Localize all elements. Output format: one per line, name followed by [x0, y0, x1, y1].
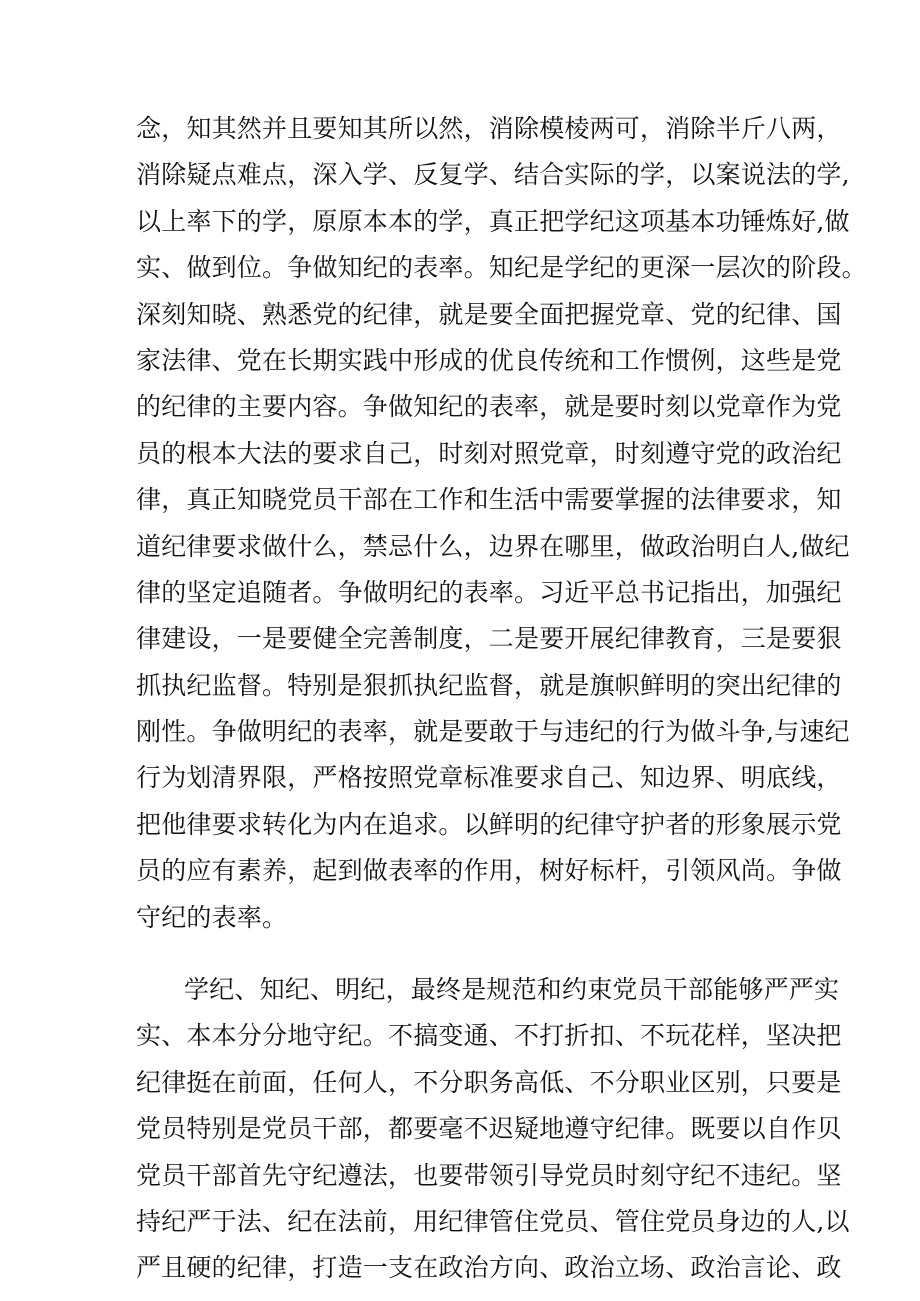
- text-line: 家法律、党在长期实践中形成的优良传统和工作惯例，这些是党: [136, 345, 842, 375]
- text-line: 持纪严于法、纪在法前，用纪律管住党员、管住党员身边的人,以: [136, 1206, 850, 1236]
- text-line: 律建设，一是要健全完善制度，二是要开展纪律教育，三是要狠: [136, 624, 842, 654]
- text-line: 严且硬的纪律，打造一支在政治方向、政治立场、政治言论、政: [136, 1253, 842, 1283]
- text-line: 刚性。争做明纪的表率，就是要敢于与违纪的行为做斗争,与速纪: [136, 717, 850, 747]
- text-line: 律，真正知晓党员干部在工作和生活中需要掌握的法律要求，知: [136, 485, 842, 515]
- text-line: 守纪的表率。: [136, 902, 288, 932]
- text-line: 行为划清界限，严格按照党章标准要求自己、知边界、明底线，: [136, 763, 842, 793]
- text-line: 纪律挺在前面，任何人，不分职务高低、不分职业区别，只要是: [136, 1067, 842, 1097]
- text-line: 把他律要求转化为内在追求。以鲜明的纪律守护者的形象展示党: [136, 809, 842, 839]
- text-line: 道纪律要求做什么，禁忌什么，边界在哪里，做政治明白人,做纪: [136, 531, 850, 561]
- paragraph-1: [136, 106, 867, 941]
- text-line: 党员特别是党员干部，都要毫不迟疑地遵守纪律。既要以自作贝: [136, 1114, 842, 1144]
- text-line: 抓执纪监督。特别是狠抓执纪监督，就是旗帜鲜明的突出纪律的: [136, 670, 842, 700]
- text-line: 以上率下的学，原原本本的学，真正把学纪这项基本功锤炼好,做: [136, 206, 850, 236]
- document-body: [136, 106, 867, 1292]
- text-line: 律的坚定追随者。争做明纪的表率。习近平总书记指出，加强纪: [136, 577, 842, 607]
- text-line: 员的应有素养，起到做表率的作用，树好标杆，引领风尚。争做: [136, 856, 842, 886]
- paragraph-2: [136, 967, 850, 1292]
- text-line: 实、本本分分地守纪。不搞变通、不打折扣、不玩花样，坚决把: [136, 1021, 842, 1051]
- paragraph-spacing: [136, 941, 796, 967]
- text-line: 念，知其然并且要知其所以然，消除模棱两可，消除半斤八两，: [136, 114, 842, 143]
- text-line: 党员干部首先守纪遵法，也要带领引导党员时刻守纪不违纪。坚: [136, 1160, 842, 1190]
- text-line: 深刻知晓、熟悉党的纪律，就是要全面把握党章、党的纪律、国: [136, 299, 842, 329]
- text-line: 员的根本大法的要求自己，时刻对照党章，时刻遵守党的政治纪: [136, 438, 842, 468]
- text-line: 实、做到位。争做知纪的表率。知纪是学纪的更深一层次的阶段。: [136, 253, 867, 283]
- text-line: 的纪律的主要内容。争做知纪的表率，就是要时刻以党章作为党: [136, 392, 842, 422]
- text-line-first: 学纪、知纪、明纪，最终是规范和约束党员干部能够严严实: [184, 975, 840, 1005]
- text-line: 消除疑点难点，深入学、反复学、结合实际的学，以案说法的学,: [136, 160, 850, 190]
